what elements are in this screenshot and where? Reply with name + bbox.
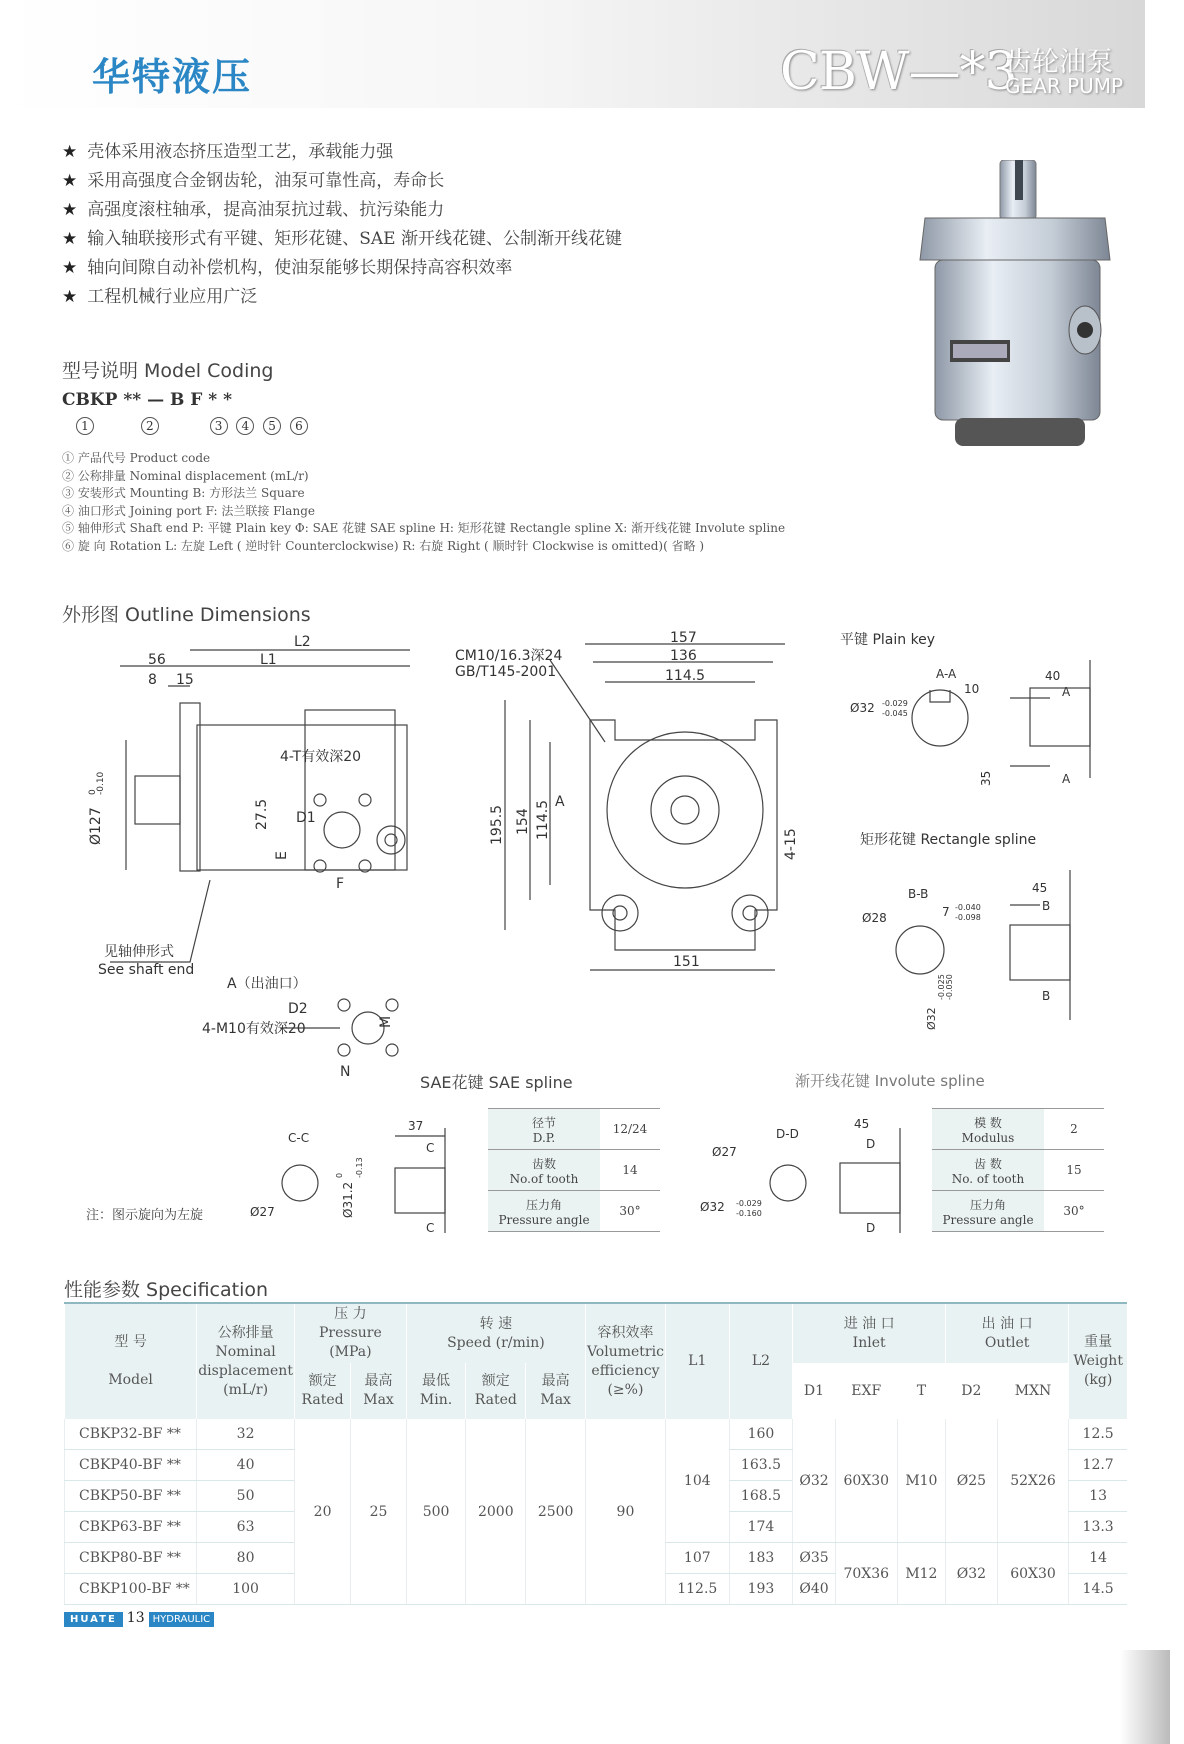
dim-d2: D2 (288, 1001, 308, 1017)
feature-item: ★ 轴向间隙自动补偿机构，使油泵能够长期保持高容积效率 (62, 258, 513, 278)
sae-row (488, 1191, 660, 1232)
model-coding-item: ② 公称排量 Nominal displacement (mL/r) (62, 468, 309, 483)
spec-header-row (65, 1303, 1128, 1363)
table-row (65, 1419, 1128, 1450)
tol2-b: -0.050 (945, 974, 954, 1000)
cell-min: 500 (406, 1419, 465, 1605)
header-outlet: 出 油 口 Outlet (945, 1303, 1068, 1363)
footer-tag: HYDRAULIC (149, 1612, 215, 1627)
feature-item: ★ 采用高强度合金钢齿轮，油泵可靠性高，寿命长 (62, 171, 445, 191)
sae-cell-label: 齿数 No.of tooth (488, 1150, 600, 1191)
header-min: 最低 Min. (406, 1363, 465, 1419)
cell-max: 25 (351, 1419, 407, 1605)
plain-key-drawing (840, 628, 1110, 798)
star-icon: ★ (62, 171, 78, 191)
dim-195.5: 195.5 (489, 804, 505, 845)
header-speed: 转 速 Speed (r/min) (406, 1303, 585, 1363)
involute-cell-label: 压力角 Pressure angle (932, 1191, 1044, 1232)
tol-127b: -0.10 (96, 771, 106, 795)
header-l2: L2 (729, 1303, 793, 1419)
outline-title: 外形图 Outline Dimensions (62, 604, 311, 626)
dim-28: Ø28 (862, 911, 887, 925)
involute-cell-label: 齿 数 No. of tooth (932, 1150, 1044, 1191)
feature-item: ★ 工程机械行业应用广泛 (62, 287, 258, 307)
header-smax: 最高 Max (526, 1363, 586, 1419)
cell-d1: Ø40 (793, 1574, 835, 1605)
sae-row (488, 1109, 660, 1150)
pump-type-cn: 齿轮油泵 (1005, 47, 1113, 78)
tol-a: -0.040 (955, 903, 981, 912)
cell-srated: 2000 (466, 1419, 526, 1605)
dim-cm: CM10/16.3深24 (455, 648, 563, 664)
outlet-label: A（出油口） (227, 976, 307, 992)
model-coding-item: ⑤ 轴伸形式 Shaft end P: 平键 Plain key Φ: SAE 花键 SAE spline H: 矩形花键 Rectangle spline X: 渐开线花键 Involute spline (62, 521, 786, 535)
header-srated: 额定 Rated (466, 1363, 526, 1419)
dim-10: 10 (964, 682, 980, 696)
cell-l1: 104 (665, 1419, 729, 1543)
model-title: CBW—*3 (780, 42, 1017, 102)
cell-weight: 14.5 (1069, 1574, 1127, 1605)
header-vol: 容积效率 Volumetric efficiency (≥%) (585, 1303, 665, 1419)
feature-item: ★ 输入轴联接形式有平键、矩形花键、SAE 渐开线花键、公制渐开线花键 (62, 229, 622, 249)
cell-d1: Ø32 (793, 1419, 835, 1543)
dim-m: M (378, 1015, 394, 1028)
involute-cell-value: 30° (1044, 1191, 1104, 1232)
header-pressure: 压 力 Pressure (MPa) (294, 1303, 406, 1363)
rect-spline-title: 矩形花键 Rectangle spline (860, 832, 1037, 848)
brand-title: 华特液压 (92, 55, 253, 99)
cell-mxn: 52X26 (997, 1419, 1069, 1543)
page-footer (64, 1610, 214, 1627)
cell-disp: 50 (197, 1481, 295, 1512)
tol-a: 0 (335, 1172, 344, 1178)
cell-l2: 193 (729, 1574, 793, 1605)
dim-37: 37 (408, 1119, 424, 1133)
cell-l1: 107 (665, 1543, 729, 1574)
feature-list (62, 138, 622, 312)
header-mxn: MXN (997, 1363, 1069, 1419)
section-d-d: D-D (776, 1127, 799, 1141)
dim-40: 40 (1045, 669, 1061, 683)
dim-45: 45 (1032, 881, 1048, 895)
cell-l2: 163.5 (729, 1450, 793, 1481)
dim-15: 15 (176, 672, 194, 688)
model-code-numbers (76, 416, 314, 435)
dim-8: 8 (148, 672, 157, 688)
header-disp: 公称排量 Nominal displacement (mL/r) (197, 1303, 295, 1419)
cell-model: CBKP40-BF ** (65, 1450, 197, 1481)
dim-e: E (274, 851, 290, 860)
shaft-note-cn: 见轴伸形式 (104, 944, 174, 960)
dim-7: 7 (942, 905, 950, 919)
header-max: 最高 Max (351, 1363, 407, 1419)
label-b: B (1042, 899, 1051, 913)
dim-gb: GB/T145-2001 (455, 664, 557, 680)
model-coding-item: ④ 油口形式 Joining port F: 法兰联接 Flange (62, 503, 315, 518)
star-icon: ★ (62, 258, 78, 278)
cell-disp: 100 (197, 1574, 295, 1605)
dim-136: 136 (670, 648, 697, 664)
dim-d1: D1 (296, 810, 316, 826)
header-weight: 重量 Weight (kg) (1069, 1303, 1127, 1419)
dim-151: 151 (673, 954, 700, 970)
footer-brand: HUATE (64, 1612, 123, 1627)
sae-table (488, 1108, 660, 1232)
model-code: CBKP ** — B F * * (62, 390, 232, 410)
dim-27: Ø27 (250, 1205, 275, 1219)
header-d2: D2 (945, 1363, 997, 1419)
dim-32: Ø32 (850, 701, 875, 715)
dim-127: Ø127 (88, 807, 104, 845)
star-icon: ★ (62, 229, 78, 249)
section-a-a: A-A (936, 667, 957, 681)
dim-f: F (336, 876, 345, 892)
header-t: T (897, 1363, 945, 1419)
cell-rated: 20 (294, 1419, 350, 1605)
star-icon: ★ (62, 287, 78, 307)
tol2-a: -0.025 (937, 974, 946, 1000)
sae-row (488, 1150, 660, 1191)
dim-27.5: 27.5 (254, 798, 270, 830)
star-icon: ★ (62, 200, 78, 220)
cell-l2: 160 (729, 1419, 793, 1450)
dim-114.5: 114.5 (665, 668, 706, 684)
dim-114.5-v: 114.5 (535, 799, 551, 840)
header-inlet: 进 油 口 Inlet (793, 1303, 946, 1363)
cell-d2: Ø32 (945, 1543, 997, 1605)
cell-disp: 32 (197, 1419, 295, 1450)
dim-32: Ø32 (700, 1200, 725, 1214)
label-c: C (426, 1141, 435, 1155)
sae-title: SAE花键 SAE spline (420, 1073, 573, 1092)
feature-item: ★ 壳体采用液态挤压造型工艺，承载能力强 (62, 142, 394, 162)
tol-b: -0.13 (355, 1157, 364, 1178)
code-num: 5 (263, 417, 281, 435)
cell-l2: 183 (729, 1543, 793, 1574)
label-d: D (866, 1137, 876, 1151)
sae-cell-value: 14 (600, 1150, 660, 1191)
cell-smax: 2500 (526, 1419, 586, 1605)
cell-model: CBKP50-BF ** (65, 1481, 197, 1512)
spec-table (64, 1302, 1127, 1605)
label-b2: B (1042, 989, 1051, 1003)
label-a: A (1062, 685, 1071, 699)
involute-cell-value: 15 (1044, 1150, 1104, 1191)
sae-cell-value: 30° (600, 1191, 660, 1232)
shaft-note-en: See shaft end (98, 962, 195, 978)
model-coding-item: ⑥ 旋 向 Rotation L: 左旋 Left ( 逆时针 Counterclockwise) R: 右旋 Right ( 顺时针 Clockwise is omitted)( 省略 ) (62, 538, 705, 553)
dim-45: 45 (854, 1117, 870, 1131)
model-coding-item: ① 产品代号 Product code (62, 451, 211, 465)
pump-photo (915, 160, 1115, 450)
involute-row (932, 1150, 1104, 1191)
tol-b: -0.045 (882, 709, 908, 718)
code-num: 6 (290, 417, 308, 435)
involute-table (932, 1108, 1104, 1232)
star-icon: ★ (62, 142, 78, 162)
feature-item: ★ 高强度滚柱轴承，提高油泵抗过载、抗污染能力 (62, 200, 445, 220)
cell-exf: 60X30 (835, 1419, 897, 1543)
dim-l1: L1 (260, 652, 277, 668)
dim-56: 56 (148, 652, 166, 668)
sae-cell-label: 径节 D.P. (488, 1109, 600, 1150)
cell-weight: 12.5 (1069, 1419, 1127, 1450)
cell-disp: 63 (197, 1512, 295, 1543)
header-model: 型 号 Model (65, 1303, 197, 1419)
spec-title: 性能参数 Specification (64, 1279, 269, 1301)
involute-spline-drawing (700, 1108, 920, 1238)
cell-t: M12 (897, 1543, 945, 1605)
cell-weight: 13 (1069, 1481, 1127, 1512)
cell-model: CBKP63-BF ** (65, 1512, 197, 1543)
model-coding-list (62, 450, 785, 555)
dim-154: 154 (515, 808, 531, 835)
code-num: 3 (210, 417, 228, 435)
cell-exf: 70X36 (835, 1543, 897, 1605)
model-coding-item: ③ 安装形式 Mounting B: 方形法兰 Square (62, 486, 305, 500)
tol-a: -0.029 (736, 1199, 762, 1208)
cell-disp: 40 (197, 1450, 295, 1481)
dim-n: N (340, 1064, 351, 1080)
cell-d1: Ø35 (793, 1543, 835, 1574)
pump-type-en: GEAR PUMP (1005, 74, 1124, 98)
front-view-drawing (455, 630, 815, 990)
dim-31.2: Ø31.2 (341, 1181, 355, 1218)
dim-27: Ø27 (712, 1145, 737, 1159)
plain-key-title: 平键 Plain key (840, 632, 936, 648)
cell-t: M10 (897, 1419, 945, 1543)
header-rated: 额定 Rated (294, 1363, 350, 1419)
dim-thread: 4-T有效深20 (280, 749, 362, 765)
cell-weight: 14 (1069, 1543, 1127, 1574)
dim-a: A (555, 794, 565, 810)
label-d2: D (866, 1221, 876, 1235)
cell-l1: 112.5 (665, 1574, 729, 1605)
page-number: 13 (126, 1610, 145, 1626)
label-c2: C (426, 1221, 435, 1235)
sae-cell-value: 12/24 (600, 1109, 660, 1150)
header-exf: EXF (835, 1363, 897, 1419)
dim-35: 35 (979, 770, 993, 786)
dim-thread2: 4-M10有效深20 (202, 1021, 306, 1037)
dim-32: Ø32 (925, 1007, 938, 1030)
dim-l2: L2 (294, 634, 311, 650)
sae-cell-label: 压力角 Pressure angle (488, 1191, 600, 1232)
cell-weight: 13.3 (1069, 1512, 1127, 1543)
code-num: 4 (236, 417, 254, 435)
cell-mxn: 60X30 (997, 1543, 1069, 1605)
involute-cell-label: 模 数 Modulus (932, 1109, 1044, 1150)
involute-row (932, 1109, 1104, 1150)
dim-4-15: 4-15 (783, 828, 799, 860)
label-a2: A (1062, 772, 1071, 786)
tol-127a: 0 (88, 789, 98, 795)
cell-weight: 12.7 (1069, 1450, 1127, 1481)
cell-l2: 174 (729, 1512, 793, 1543)
involute-row (932, 1191, 1104, 1232)
cell-disp: 80 (197, 1543, 295, 1574)
involute-cell-value: 2 (1044, 1109, 1104, 1150)
tol-a: -0.029 (882, 699, 908, 708)
dim-157: 157 (670, 630, 697, 646)
page-edge-shadow (1120, 1650, 1170, 1744)
header-d1: D1 (793, 1363, 835, 1419)
tol-b: -0.098 (955, 913, 981, 922)
model-coding-title: 型号说明 Model Coding (62, 360, 274, 382)
rotation-note: 注：图示旋向为左旋 (86, 1208, 204, 1223)
cell-vol: 90 (585, 1419, 665, 1605)
involute-title: 渐开线花键 Involute spline (795, 1072, 985, 1090)
section-b-b: B-B (908, 887, 929, 901)
side-view-drawing (80, 630, 440, 1090)
code-num: 2 (141, 417, 159, 435)
cell-model: CBKP32-BF ** (65, 1419, 197, 1450)
rect-spline-drawing (860, 830, 1120, 1040)
code-num: 1 (76, 417, 94, 435)
cell-model: CBKP80-BF ** (65, 1543, 197, 1574)
tol-b: -0.160 (736, 1209, 762, 1218)
sae-spline-drawing (240, 1108, 480, 1238)
cell-l2: 168.5 (729, 1481, 793, 1512)
cell-d2: Ø25 (945, 1419, 997, 1543)
section-c-c: C-C (288, 1131, 310, 1145)
cell-model: CBKP100-BF ** (65, 1574, 197, 1605)
header-l1: L1 (665, 1303, 729, 1419)
